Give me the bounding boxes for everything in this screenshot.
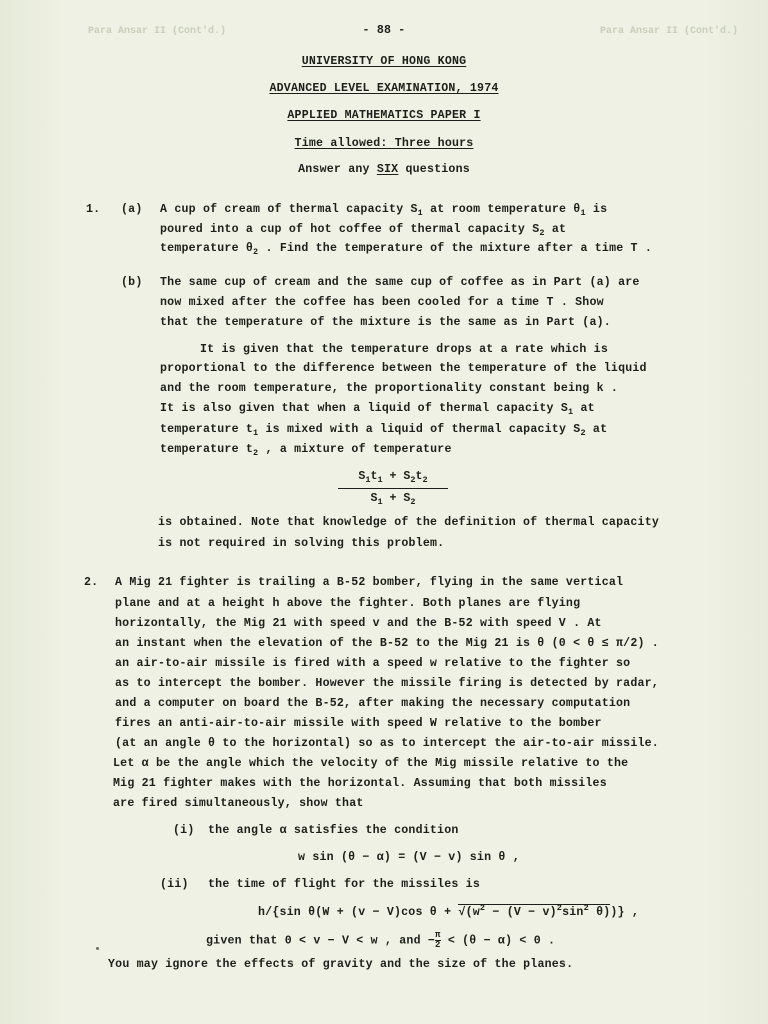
mixture-temperature-formula: $\frac{S_1t_1 + S_2t_2}{S_1 + S_2}$ [338,470,448,507]
page-number: - 88 - [362,24,406,37]
q2i-equation: w sin (θ − α) = (V − v) sin θ , [298,851,520,864]
q1b-line: now mixed after the coffee has been cooled for a time T . Show [160,296,604,309]
q1-para-line: and the room temperature, the proportionality constant being k . [160,382,619,395]
q2i-text: the angle α satisfies the condition [208,824,459,837]
q2-line: are fired simultaneously, show that [113,797,364,810]
q2-given: given that 0 < v − V < w , and − $\frac{\pi}{2}$ < (θ − α) < 0 . [206,930,556,950]
show-through-text: Para Ansar II (Cont'd.) [600,26,739,37]
q1-para-line: temperature $t_2$ , a mixture of temperature [160,443,452,458]
q1-para-line: temperature $t_1$ is mixed with a liquid of thermal capacity $S_2$ at [160,423,608,438]
exam-title: ADVANCED LEVEL EXAMINATION, 1974 [269,82,499,95]
q1-end-line: is obtained. Note that knowledge of the definition of thermal capacity [158,516,660,529]
q2-line: an air-to-air missile is fired with a speed w relative to the fighter so [115,657,631,670]
q2-line: fires an anti-air-to-air missile with speed W relative to the bomber [115,717,602,730]
instruction: Answer any SIX questions [298,163,470,176]
q2i-label: (i) [173,824,195,837]
q1b-line: The same cup of cream and the same cup of coffee as in Part (a) are [160,276,640,289]
paper-title: APPLIED MATHEMATICS PAPER I [287,109,481,122]
q1-para-line: It is given that the temperature drops at a rate which is [200,343,608,356]
q1-para-line: It is also given that when a liquid of thermal capacity $S_1$ at [160,402,595,417]
q1-para-line: proportional to the difference between the temperature of the liquid [160,362,647,375]
q1a-line: poured into a cup of hot coffee of thermal capacity $S_2$ at [160,223,567,238]
q1a-label: (a) [121,203,143,216]
ink-dot [96,947,99,950]
q2-line: (at an angle θ to the horizontal) so as to intercept the air-to-air missile. [115,737,659,750]
q2-line: and a computer on board the B-52, after making the necessary computation [115,697,631,710]
q2ii-text: the time of flight for the missiles is [208,878,480,891]
q2-line: A Mig 21 fighter is trailing a B-52 bomber, flying in the same vertical [115,576,624,589]
q2-line: Let α be the angle which the velocity of the Mig missile relative to the [113,757,629,770]
q2-line: as to intercept the bomber. However the missile firing is detected by radar, [115,677,659,690]
q1-number: 1. [86,203,101,216]
time-allowed: Time allowed: Three hours [294,137,474,150]
q1b-label: (b) [121,276,143,289]
q1-end-line: is not required in solving this problem. [158,537,445,550]
q2ii-label: (ii) [160,878,189,891]
q2-number: 2. [84,576,99,589]
q1a-line: A cup of cream of thermal capacity $S_1$ at room temperature $\theta_1$ is [160,203,608,218]
q2-line: Mig 21 fighter makes with the horizontal. Assuming that both missiles [113,777,607,790]
q2-line: plane and at a height h above the fighter. Both planes are flying [115,597,581,610]
show-through-text: Para Ansar II (Cont'd.) [88,26,227,37]
university-title: UNIVERSITY OF HONG KONG [301,55,467,68]
q2ii-equation: h/{sin θ(W + (v − V)cos $\theta + √(w^2 - (V - v)^2\sin^2$ θ))} , [258,903,640,919]
q1b-line: that the temperature of the mixture is the same as in Part (a). [160,316,611,329]
q1a-line: temperature $\theta_2$ . Find the temperature of the mixture after a time T . [160,242,653,257]
q2-line: horizontally, the Mig 21 with speed v and the B-52 with speed V . At [115,617,602,630]
q2-final: You may ignore the effects of gravity and the size of the planes. [108,958,574,971]
q2-line: an instant when the elevation of the B-52 to the Mig 21 is θ (0 < θ ≤ π/2) . [115,637,659,650]
